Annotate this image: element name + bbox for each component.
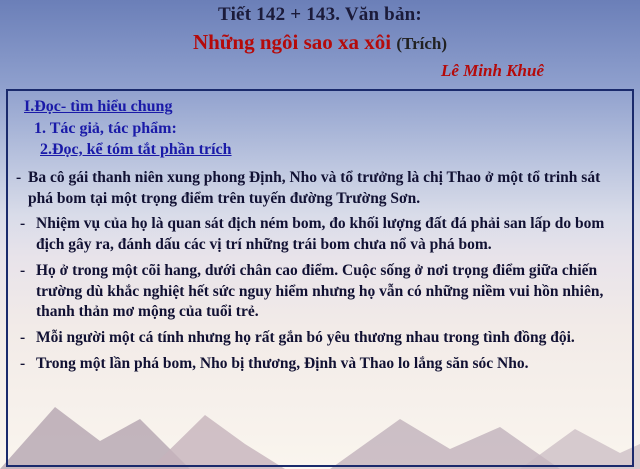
bullet-text: Trong một lần phá bom, Nho bị thương, Định và Thao lo lắng săn sóc Nho.: [36, 354, 529, 372]
bullet-marker: -: [20, 215, 26, 233]
bullet-marker: -: [20, 329, 26, 347]
bullet-text: Mỗi người một cá tính nhưng họ rất gắn bó yêu thương nhau trong tình đồng đội.: [36, 329, 575, 347]
bullet-marker: -: [20, 261, 26, 279]
heading-subsection-2: 2.Đọc, kể tóm tắt phần trích: [40, 141, 232, 159]
bullet-marker: -: [16, 168, 22, 186]
heading-subsection-1: 1. Tác giả, tác phẩm:: [34, 119, 177, 137]
work-title-main: Những ngôi sao xa xôi: [192, 30, 392, 54]
list-item: [16, 168, 624, 210]
bullet-text: Họ ở trong một cõi hang, dưới chân cao điểm. Cuộc sống ở nơi trọng điểm giữa chiến trường dù khắc nghiệt hết sức nguy hiểm nhưng họ vẫn có những niềm vui hồn nhiên, thanh thản mơ mộng của tuổi trẻ.: [36, 261, 604, 321]
list-item: [16, 354, 624, 375]
bullet-marker: -: [20, 354, 26, 372]
list-item: [16, 261, 624, 323]
author-name: Lê Minh Khuê: [441, 61, 544, 80]
list-item: [16, 328, 624, 349]
lesson-number-title: Tiết 142 + 143. Văn bản:: [218, 4, 422, 25]
bullet-text: Ba cô gái thanh niên xung phong Định, Nho và tổ trưởng là chị Thao ở một tổ trinh sát phá bom tại một trọng điểm trên tuyến đường Trường Sơn.: [28, 168, 601, 207]
work-title-note: (Trích): [396, 34, 448, 53]
slide-header: [0, 0, 640, 81]
list-item: [16, 214, 624, 256]
content-frame: [6, 89, 634, 467]
work-title: [0, 30, 640, 55]
heading-section-1: I.Đọc- tìm hiểu chung: [24, 98, 173, 115]
summary-list: [16, 168, 624, 375]
bullet-text: Nhiệm vụ của họ là quan sát địch ném bom, đo khối lượng đất đá phải san lấp do bom địch gây ra, đánh dấu các vị trí những trái bom chưa nổ và phá bom.: [36, 215, 605, 254]
